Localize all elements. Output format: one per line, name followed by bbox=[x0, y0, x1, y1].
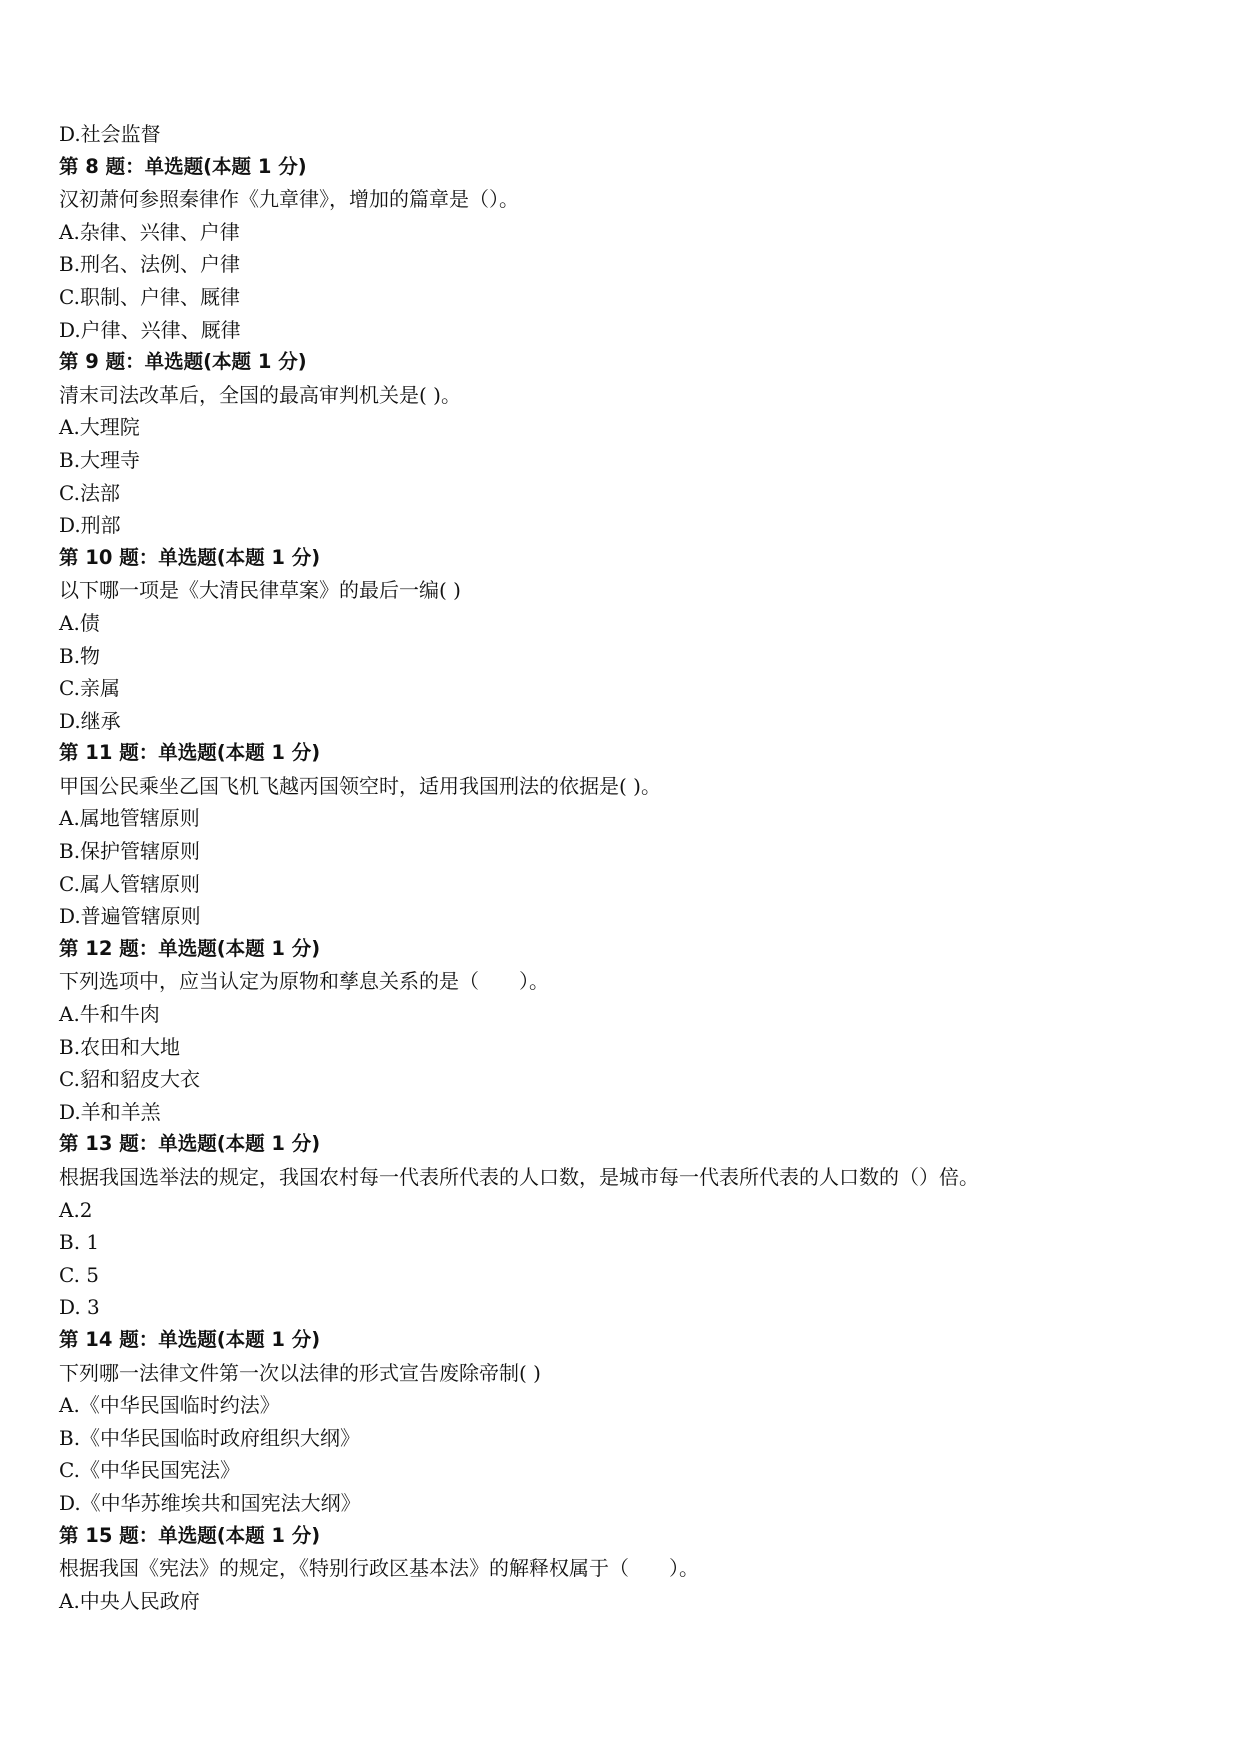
question-stem: 汉初萧何参照秦律作《九章律》，增加的篇章是（）。 bbox=[59, 187, 519, 212]
option-text: A.大理院 bbox=[59, 415, 140, 440]
question-stem: 下列选项中，应当认定为原物和孳息关系的是（ ）。 bbox=[59, 969, 549, 994]
question-header: 第 15 题：单选题(本题 1 分) bbox=[59, 1523, 321, 1547]
option-text: C.职制、户律、厩律 bbox=[59, 284, 240, 309]
option-text: D.继承 bbox=[59, 708, 121, 733]
question-stem: 以下哪一项是《大清民律草案》的最后一编( ) bbox=[59, 578, 461, 603]
question-block bbox=[59, 542, 1199, 738]
question-stem: 下列哪一法律文件第一次以法律的形式宣告废除帝制( ) bbox=[59, 1360, 541, 1385]
option-text: D.《中华苏维埃共和国宪法大纲》 bbox=[59, 1490, 361, 1515]
option-text: B.物 bbox=[59, 643, 101, 668]
option-text: A.属地管辖原则 bbox=[59, 806, 200, 831]
option-text: C.法部 bbox=[59, 480, 120, 505]
question-block bbox=[59, 346, 1199, 542]
option-text: D.普遍管辖原则 bbox=[59, 904, 201, 929]
question-block bbox=[59, 1324, 1199, 1520]
question-stem: 根据我国《宪法》的规定，《特别行政区基本法》的解释权属于（ ）。 bbox=[59, 1556, 699, 1581]
question-header: 第 8 题：单选题(本题 1 分) bbox=[59, 154, 307, 178]
option-text: C.《中华民国宪法》 bbox=[59, 1458, 240, 1483]
option-text: B.大理寺 bbox=[59, 447, 141, 472]
document-page bbox=[59, 118, 1199, 1617]
question-block bbox=[59, 933, 1199, 1129]
option-text: D.刑部 bbox=[59, 513, 121, 538]
option-text: D.社会监督 bbox=[59, 122, 161, 146]
question-stem: 清末司法改革后，全国的最高审判机关是( )。 bbox=[59, 382, 461, 407]
question-header: 第 13 题：单选题(本题 1 分) bbox=[59, 1132, 321, 1156]
question-header: 第 14 题：单选题(本题 1 分) bbox=[59, 1327, 321, 1351]
question-header: 第 10 题：单选题(本题 1 分) bbox=[59, 545, 321, 569]
option-text: A.中央人民政府 bbox=[59, 1588, 200, 1613]
option-text: C. 5 bbox=[59, 1262, 100, 1287]
question-block bbox=[59, 1520, 1199, 1618]
option-text: B.《中华民国临时政府组织大纲》 bbox=[59, 1425, 361, 1450]
option-text: A.杂律、兴律、户律 bbox=[59, 219, 240, 244]
question-header: 第 12 题：单选题(本题 1 分) bbox=[59, 936, 321, 960]
option-text: D.羊和羊羔 bbox=[59, 1099, 161, 1124]
option-text: A.牛和牛肉 bbox=[59, 1002, 160, 1027]
question-block bbox=[59, 1128, 1199, 1324]
option-text: B.保护管辖原则 bbox=[59, 839, 201, 864]
option-text: C.亲属 bbox=[59, 676, 120, 701]
option-text: D.户律、兴律、厩律 bbox=[59, 317, 241, 342]
option-text: B.刑名、法例、户律 bbox=[59, 252, 241, 277]
option-text: D. 3 bbox=[59, 1295, 100, 1320]
question-header: 第 11 题：单选题(本题 1 分) bbox=[59, 741, 321, 765]
question-stem: 甲国公民乘坐乙国飞机飞越丙国领空时，适用我国刑法的依据是( )。 bbox=[59, 773, 661, 798]
question-block bbox=[59, 737, 1199, 933]
question-header: 第 9 题：单选题(本题 1 分) bbox=[59, 350, 307, 374]
option-text: C.属人管辖原则 bbox=[59, 871, 200, 896]
question-stem: 根据我国选举法的规定，我国农村每一代表所代表的人口数，是城市每一代表所代表的人口数的（）倍。 bbox=[59, 1165, 979, 1189]
question-block bbox=[59, 151, 1199, 347]
option-text: B. 1 bbox=[59, 1230, 100, 1255]
option-text: A.2 bbox=[59, 1197, 93, 1222]
option-text: A.债 bbox=[59, 610, 100, 635]
option-text: A.《中华民国临时约法》 bbox=[59, 1393, 280, 1418]
option-text: C.貂和貂皮大衣 bbox=[59, 1067, 200, 1092]
option-text: B.农田和大地 bbox=[59, 1034, 181, 1059]
